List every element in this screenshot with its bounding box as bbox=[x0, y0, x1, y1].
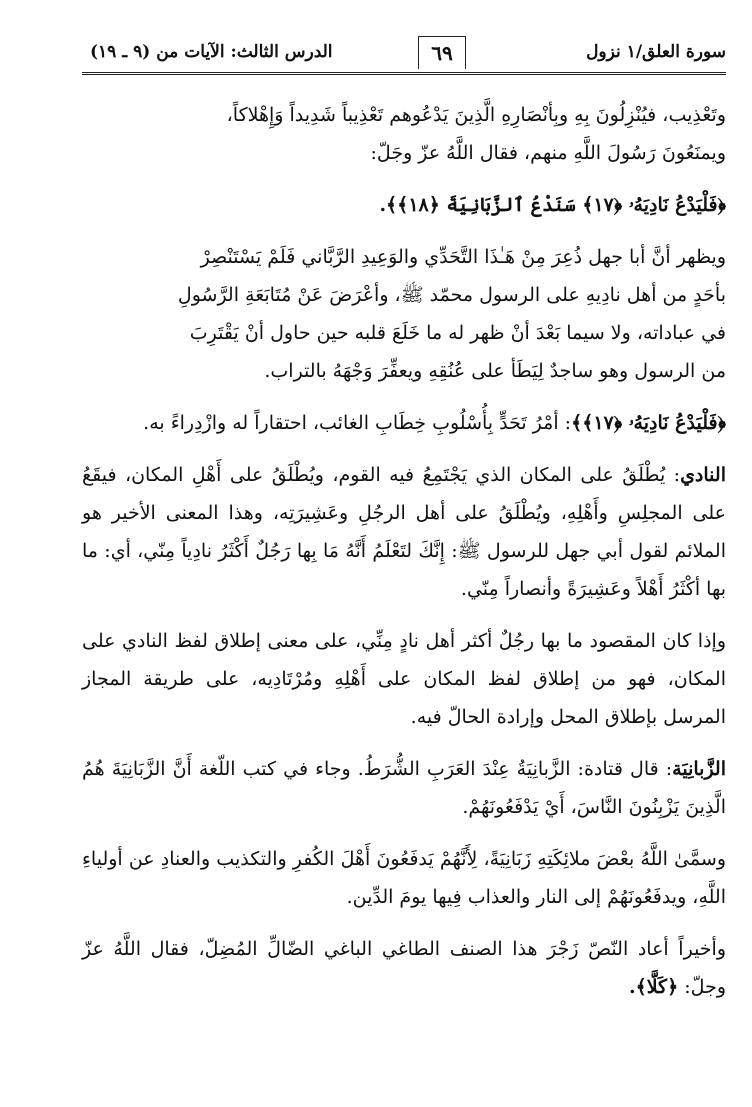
paragraph-2-line-1: ويظهر أنَّ أبا جهل ذُعِرَ مِنْ هَـٰذَا التَّحَدِّي والوَعِيدِ الرَّبَّاني فَلَمْ يَسْتَنْصِرْ bbox=[200, 246, 726, 268]
page-header bbox=[82, 36, 726, 75]
paragraph-5 bbox=[82, 622, 726, 736]
paragraph-6-text: : قال قتادة: الزَّبانِيَةُ عِنْدَ العَرَبِ الشُّرَطُ. وجاء في كتب اللّغة أَنَّ الزَّبَانِيَةَ هُمُ الَّذِينَ يَزْبِنُونَ النَّاسَ، أَيْ يَدْفَعُونَهُمْ. bbox=[82, 758, 726, 818]
paragraph-2 bbox=[82, 238, 726, 390]
paragraph-2-line-2: بأحَدٍ من أهل نادِيهِ على الرسول محمّد ﷺ، وأعْرَضَ عَنْ مُتَابَعَةِ الرَّسُولِ bbox=[177, 284, 726, 306]
paragraph-2-line-3: في عباداته، ولا سيما بَعْدَ أنْ ظهر له ما خَلَعَ قلبه حين حاول أنْ يَقْتَرِبَ bbox=[189, 322, 726, 344]
quran-verse-kalla: ﴿كَلَّا﴾. bbox=[628, 976, 679, 998]
surah-title: سورة العلق/١ نزول bbox=[586, 42, 726, 62]
quran-verse: ﴿فَلْيَدْعُ نَادِيَهُۥ ﴿١٧﴾ سَنَدْعُ ٱلزَّبَانِيَةَ ﴿١٨﴾﴾. bbox=[379, 194, 726, 216]
page-body bbox=[82, 96, 726, 1020]
paragraph-8 bbox=[82, 930, 726, 1006]
paragraph-7-text: وسمَّىٰ اللَّهُ بعْضَ ملائِكَتِهِ زَبَانِيَةً، لِأَنَّهُمْ يَدفَعُونَ أَهْلَ الكُفرِ والتكذيب والعنادِ عن أولياءِ اللَّهِ، ويدفَعُونَهُمْ إلى النار والعذاب فِيها يومَ الدِّين. bbox=[82, 848, 726, 908]
paragraph-3 bbox=[82, 404, 726, 442]
paragraph-1-line-1: وتَعْذِيب، فيُنْزِلُونَ بِهِ وبِأنْصَارِهِ الَّذِينَ يَدْعُوهم تَعْذِيباً شَدِيداً وَإِهْلاكاً، bbox=[226, 104, 726, 126]
page-number: ٦٩ bbox=[418, 36, 466, 69]
paragraph-4-text: : يُطْلَقُ على المكان الذي يَجْتَمِعُ فيه القوم، ويُطْلَقُ على أَهْلِ المكان، فيقَعُ على المجلِسِ وأَهْلِهِ، ويُطْلَقُ على أهل الرجُلِ وعَشِيرَتِه، وهذا المعنى الأخير هو الملائم لقول أبي جهل للرسول ﷺ: إِنَّكَ لتَعْلَمُ أَنَّهُ مَا بِها رَجُلٌ أَكْثَرُ نادِياً مِنّي، أي: ما بها أكْثَرُ أَهْلاً وعَشِيرَةً وأنصاراً مِنّي. bbox=[82, 464, 726, 600]
verse-17-18 bbox=[82, 186, 726, 224]
paragraph-1-line-2: ويمنَعُونَ رَسُولَ اللَّهِ منهم، فقال اللَّهُ عزّ وجَلّ: bbox=[370, 142, 726, 164]
paragraph-7 bbox=[82, 840, 726, 916]
lesson-title: الدرس الثالث: الآيات من (٩ ـ ١٩) bbox=[90, 42, 333, 62]
term-al-nadi: النادي bbox=[680, 464, 726, 486]
paragraph-6 bbox=[82, 750, 726, 826]
term-al-zabaniya: الزَّبانِيَة bbox=[672, 758, 726, 780]
quran-verse: ﴿فَلْيَدْعُ نَادِيَهُۥ ﴿١٧﴾﴾ bbox=[571, 412, 726, 434]
paragraph-1 bbox=[82, 96, 726, 172]
paragraph-4 bbox=[82, 456, 726, 608]
paragraph-8-text: وأخيراً أعاد النّصّ زَجْرَ هذا الصنف الطاغي الباغي الضّالِّ المُضِلّ، فقال اللَّهُ عزّ وجلّ: bbox=[82, 938, 726, 998]
paragraph-3-text: : أمْرُ تَحَدٍّ بِأُسْلُوبِ خِطَابِ الغائب، احتقاراً له وازْدِراءً به. bbox=[143, 412, 572, 434]
paragraph-5-text: وإذا كان المقصود ما بها رجُلٌ أكثر أهل نادٍ مِنِّي، على معنى إطلاق لفظ النادي على المكان، فهو من إطلاق لفظ المكان على أَهْلِهِ ومُرْتَادِيه، على طريقة المجاز المرسل بإطلاق المحل وإرادة الحالّ فيه. bbox=[82, 630, 726, 728]
paragraph-2-line-4: من الرسول وهو ساجدٌ لِيَطَأ على عُنُقِهِ ويعفِّرَ وَجْهَهُ بالتراب. bbox=[264, 360, 726, 382]
